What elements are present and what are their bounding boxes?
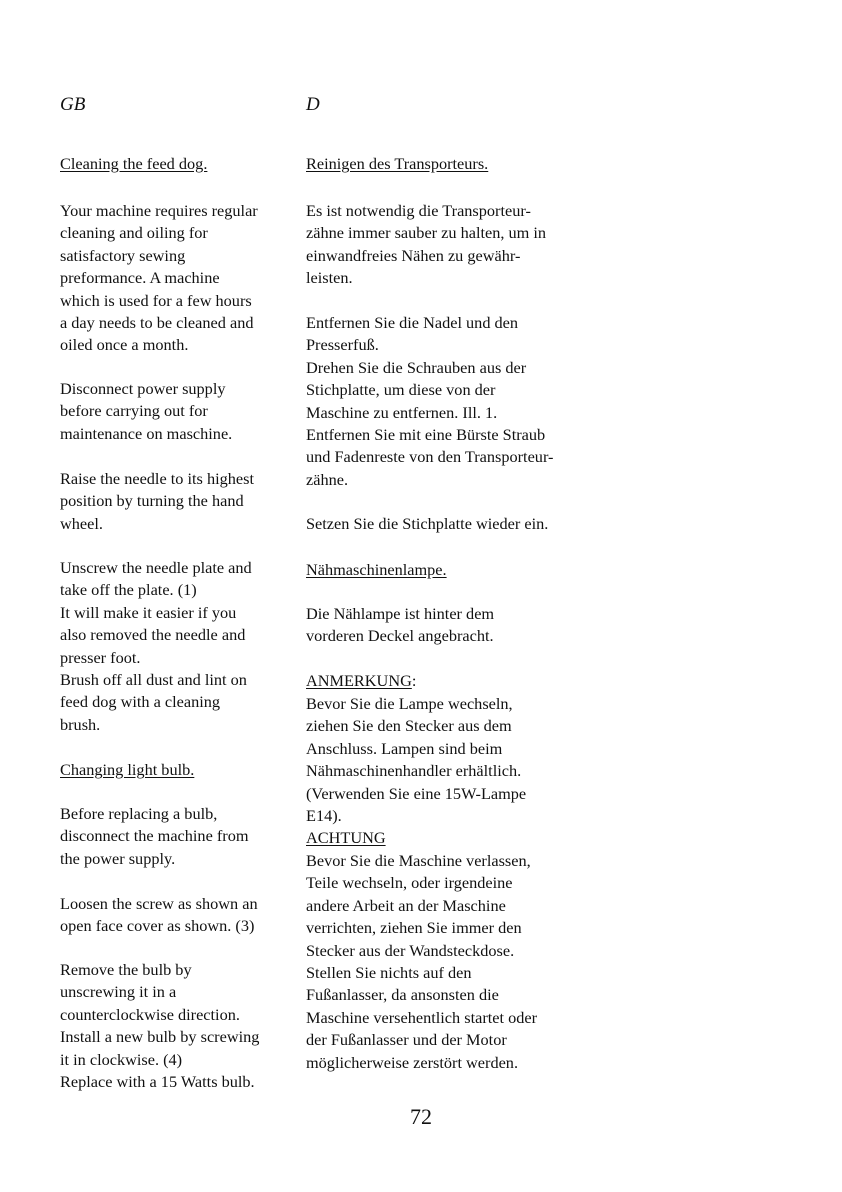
paragraph-regular-cleaning: Your machine requires regular cleaning and oiling for satisfactory sewing preformance. A machine which is used for a few hours a day needs to be cleaned and oiled once a month. (60, 201, 258, 355)
paragraph-notwendig: Es ist notwendig die Transporteur- zähne immer sauber zu halten, um in einwandfreies Nähen zu gewähr- leisten. (306, 201, 547, 288)
anmerkung-heading-line (306, 670, 416, 692)
heading-changing-light-bulb: Changing light bulb. (60, 760, 195, 779)
paragraph-raise-needle: Raise the needle to its highest position by turning the hand wheel. (60, 469, 254, 533)
paragraph-anmerkung: Bevor Sie die Lampe wechseln, ziehen Sie den Stecker aus dem Anschluss. Lampen sind beim Nähmaschinenhandler erhältlich. (Verwenden Sie eine 15W-Lampe E14). (306, 694, 527, 826)
language-label-d: D (306, 94, 320, 115)
paragraph-setzen: Setzen Sie die Stichplatte wieder ein. (306, 514, 549, 533)
paragraph-entfernen: Entfernen Sie die Nadel und den Presserfuß. Drehen Sie die Schrauben aus der Stichplatte, um diese von der Maschine zu entfernen. Ill. 1. Entfernen Sie mit eine Bürste Straub und Fadenreste von den Transporteur- zähne. (306, 313, 554, 489)
heading-naehmaschinenlampe: Nähmaschinenlampe. (306, 560, 447, 579)
paragraph-remove-bulb: Remove the bulb by unscrewing it in a counterclockwise direction. Install a new bulb by screwing it in clockwise. (4) Replace with a 15 Watts bulb. (60, 960, 260, 1092)
paragraph-naehlampe: Die Nählampe ist hinter dem vorderen Deckel angebracht. (306, 604, 495, 646)
heading-reinigen-transporteur: Reinigen des Transporteurs. (306, 154, 489, 173)
language-label-gb: GB (60, 94, 86, 115)
heading-anmerkung: ANMERKUNG (306, 671, 412, 690)
paragraph-achtung: Bevor Sie die Maschine verlassen, Teile wechseln, oder irgendeine andere Arbeit an der Maschine verrichten, ziehen Sie immer den Stecker aus der Wandsteckdose. Stellen Sie nichts auf den Fußanlasser, da ansonsten die Maschine versehentlich startet oder der Fußanlasser und der Motor möglicherweise zerstört werden. (306, 851, 538, 1072)
paragraph-disconnect-power: Disconnect power supply before carrying out for maintenance on maschine. (60, 379, 233, 443)
paragraph-before-replacing: Before replacing a bulb, disconnect the machine from the power supply. (60, 804, 249, 868)
paragraph-unscrew-needle-plate: Unscrew the needle plate and take off the plate. (1) It will make it easier if you also removed the needle and presser foot. Brush off all dust and lint on feed dog with a cleaning brush. (60, 558, 252, 734)
paragraph-loosen-screw: Loosen the screw as shown an open face cover as shown. (3) (60, 894, 258, 936)
heading-achtung: ACHTUNG (306, 828, 386, 847)
anmerkung-colon: : (411, 671, 417, 690)
heading-cleaning-feed-dog: Cleaning the feed dog. (60, 154, 208, 173)
page-number: 72 (410, 1104, 432, 1129)
